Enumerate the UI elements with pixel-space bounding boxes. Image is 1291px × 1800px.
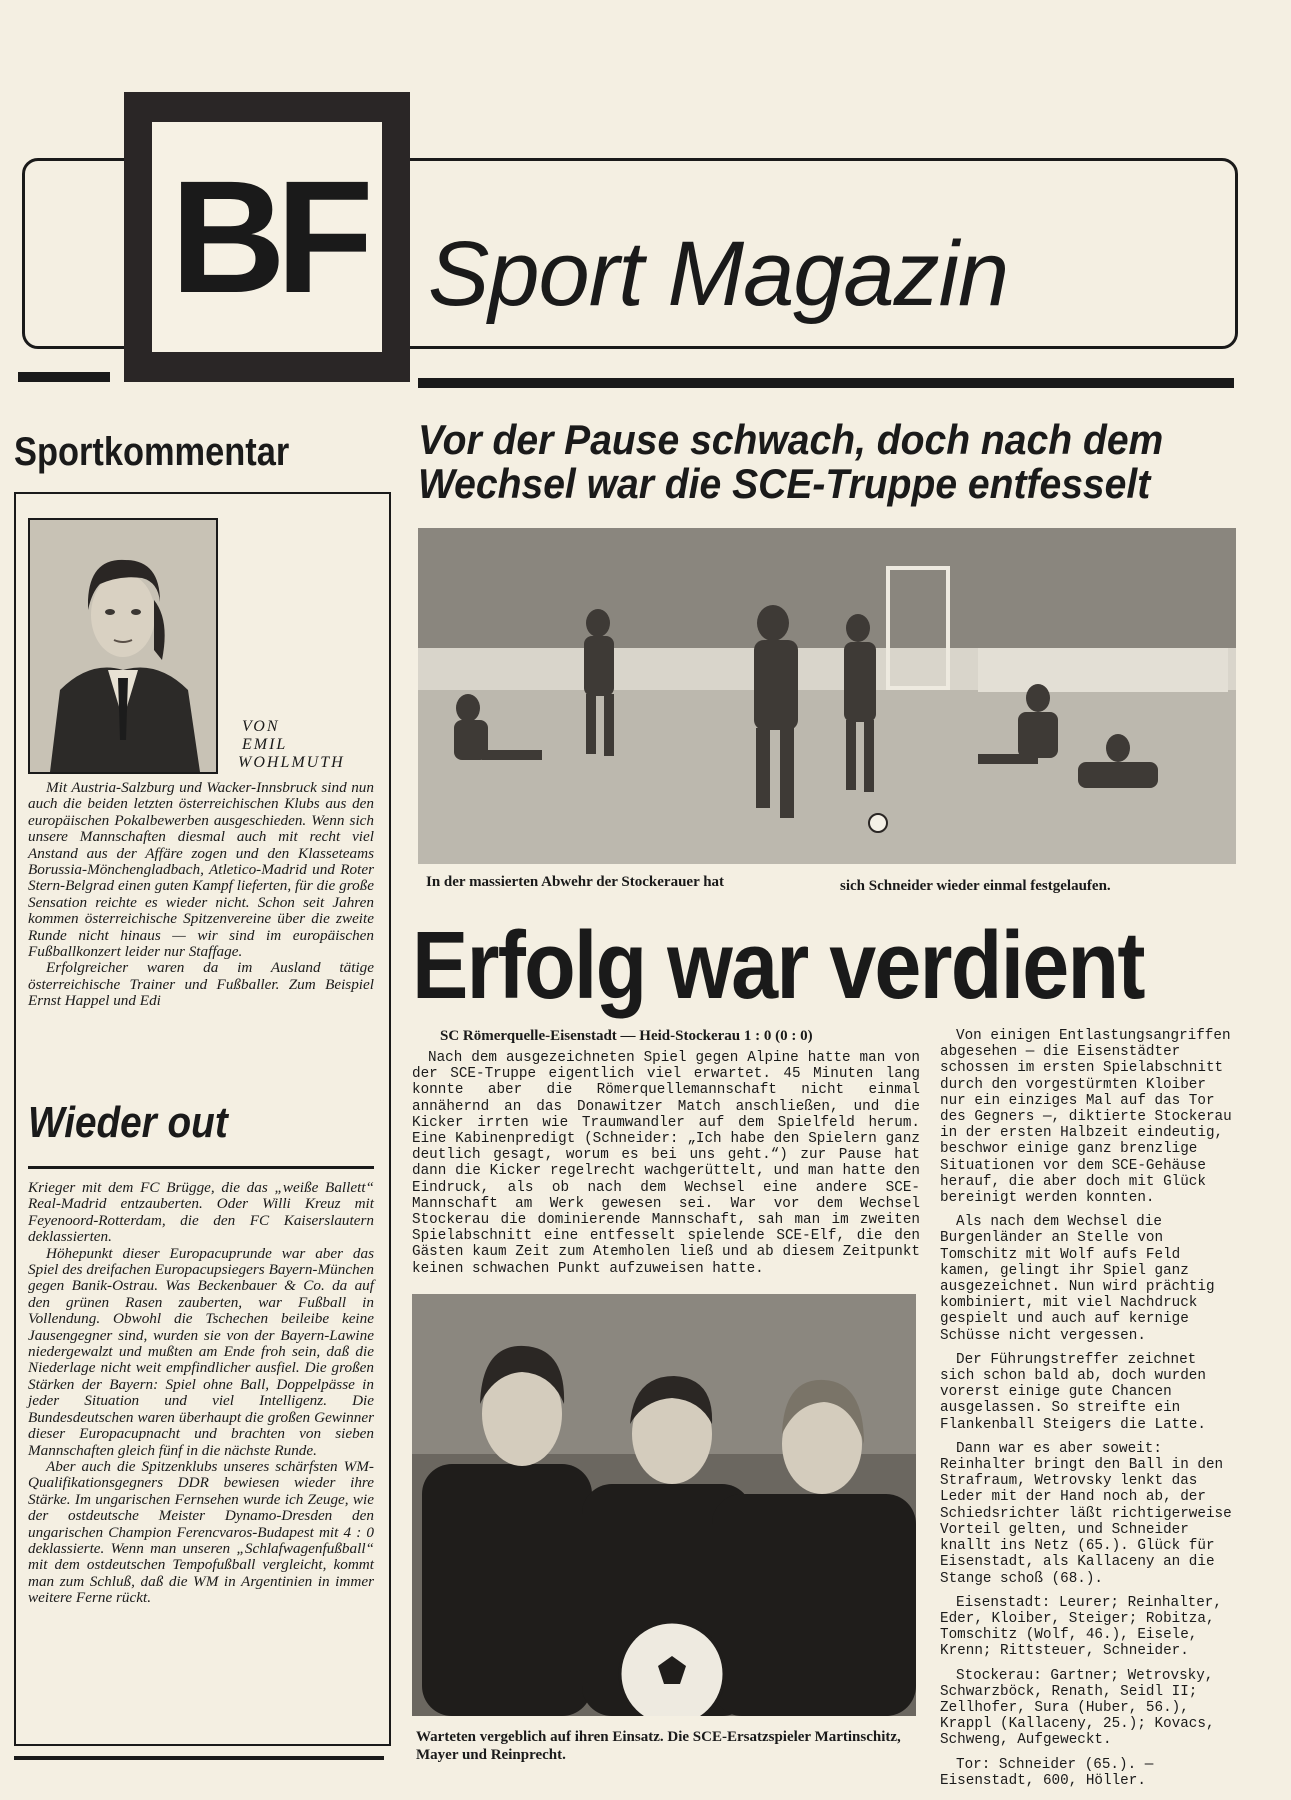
match-action-photo bbox=[418, 528, 1236, 864]
article-paragraph: Dann war es aber soweit: Reinhalter bringt den Ball in den Strafraum, Wetrovsky lenkt das Leder mit der Hand noch ab, der Schiedsrichter läßt richtigerweise Vorteil gelten, und Schneider knallt ins Netz (65.). Glück für Eisenstadt, als Kallaceny an die Stange schoß (68.). bbox=[940, 1440, 1232, 1587]
author-portrait bbox=[28, 518, 218, 774]
lineup-eisenstadt: Eisenstadt: Leurer; Reinhalter, Eder, Kloiber, Steiger; Robitza, Tomschitz (Wolf, 46.), Eisele, Krenn; Rittsteuer, Schneider. bbox=[940, 1594, 1222, 1660]
article-paragraph: Nach dem ausgezeichneten Spiel gegen Alpine hatte man von der SCE-Truppe eigentlich viel erwartet. 45 Minuten lang konnte aber die Römerquellemannschaft nicht einmal annähernd an das Donawitzer Match anschließen, und die Kicker irrten wie Traumwandler auf dem Spielfeld herum. Eine Kabinenpredigt (Schneider: „Ich habe den Spielern ganz deutlich gesagt, worum es bei uns geht.“) zur Pause hat dann die Kicker regelrecht wachgerüttelt, und man hatte den Eindruck, als ob nach dem Wechsel eine andere SCE-Mannschaft am Werk gewesen sei. War vor dem Wechsel Stockerau die dominierende Mannschaft, sah man im zweiten Spielabschnitt eine entfesselt spielende SCE-Elf, die den Gästen kaum Zeit zum Atemholen ließ und ab diesem Zeitpunkt keinen schwachen Punkt aufzuweisen hatte. bbox=[412, 1050, 920, 1277]
section-title-sportkommentar: Sportkommentar bbox=[14, 430, 290, 474]
commentary-paragraph: Höhepunkt dieser Europacuprunde war aber das Spiel des dreifachen Europacupsiegers Bayern-München gegen Banik-Ostrau. Was Beckenbauer & Co. da auf den grünen Rasen zauberten, war Fußball in Vollendung. Obwohl die Tschechen beileibe keine Jausengegner sind, wurden sie von der Bayern-Lawine niedergewalzt und mußten am Ende froh sein, daß die Niederlage nicht weit empfindlicher ausfiel. Die großen Stärken der Bayern: Spiel ohne Ball, Doppelpässe in jeder Situation und viel Intelligenz. Die Bundesdeutschen waren überhaupt die großen Gewinner dieser Europacupnacht und brachten von sieben Mannschaften gleich fünf in die nächste Runde. bbox=[28, 1244, 374, 1459]
masthead-rule-left bbox=[18, 372, 110, 382]
commentary-paragraph: Krieger mit dem FC Brügge, die das „weiße Ballett“ Real-Madrid entzauberten. Oder Willi Kreuz mit Feyenoord-Rotterdam, die den FC Kaiserslautern deklassierten. bbox=[28, 1179, 374, 1246]
article-paragraph: Der Führungstreffer zeichnet sich schon bald ab, doch wurden vorerst einige gute Chancen ausgelassen. So streifte ein Flankenball Steigers die Latte. bbox=[940, 1351, 1206, 1433]
goal-summary: Tor: Schneider (65.). — Eisenstadt, 600, Höller. bbox=[940, 1756, 1154, 1789]
match-scene bbox=[418, 528, 1236, 864]
lineup-stockerau: Stockerau: Gartner; Wetrovsky, Schwarzböck, Renath, Seidl II; Zellhofer, Sura (Huber, 56.), Krappl (Kallaceny, 25.); Kovacs, Schweng, Aufgeweckt. bbox=[940, 1667, 1215, 1749]
author-byline bbox=[238, 718, 345, 772]
commentary-paragraph: Aber auch die Spitzenklubs unseres schärfsten WM-Qualifikationsgegners DDR bewiesen wieder ihre Stärke. Im ungarischen Fernsehen wurde ich Zeuge, wie der ostdeutsche Meister Dynamo-Dresden den ungarischen Champion Ferencvaros-Budapest mit 4 : 0 deklassierte. Wenn man unseren „Schlafwagenfußball“ mit dem ostdeutschen Tempofußball vergleicht, kommt man zum Schluß, daß die WM in Argentinien in immer weitere Ferne rückt. bbox=[28, 1457, 374, 1607]
lineups bbox=[940, 1595, 1236, 1789]
byline-von: VON bbox=[242, 718, 280, 735]
footer-rule-left bbox=[14, 1756, 384, 1760]
commentary-paragraph: Erfolgreicher waren da im Ausland tätige österreichische Trainer und Fußballer. Zum Beispiel Ernst Happel und Edi bbox=[28, 959, 374, 1010]
headline-line-1: Vor der Pause schwach, doch nach dem bbox=[418, 416, 1164, 463]
subhead-rule bbox=[28, 1166, 374, 1169]
byline-last-name: WOHLMUTH bbox=[238, 754, 345, 771]
match-result-line: SC Römerquelle-Eisenstadt — Heid-Stockerau 1 : 0 (0 : 0) bbox=[440, 1028, 813, 1044]
commentary-paragraph: Mit Austria-Salzburg und Wacker-Innsbruck sind nun auch die beiden letzten österreichischen Klubs aus den europäischen Pokalbewerben ausgeschieden. Wenn sich unsere Mannschaften diesmal auch mit recht viel Anstand aus der Affäre zogen und den Klasseteams Borussia-Mönchengladbach, Atletico-Madrid und Roter Stern-Belgrad einen guten Kampf lieferten, für die große Sensation reichte es wieder nicht. Schon seit Jahren kommen österreichische Spitzenvereine über die zweite Runde nicht hinaus — wir sind im europäischen Fußballkonzert leider nur Staffage. bbox=[28, 779, 374, 961]
magazine-title: Sport Magazin bbox=[428, 223, 1009, 325]
byline-first-name: EMIL bbox=[242, 736, 288, 753]
photo2-caption: Warteten vergeblich auf ihren Einsatz. Die SCE-Ersatzspieler Martinschitz, Mayer und Reinprecht. bbox=[416, 1729, 901, 1763]
substitutes-scene bbox=[412, 1294, 916, 1716]
substitutes-photo bbox=[412, 1294, 916, 1716]
photo1-caption-right: sich Schneider wieder einmal festgelaufen. bbox=[840, 878, 1111, 894]
subhead-wieder-out: Wieder out bbox=[28, 1098, 228, 1147]
article-column-1 bbox=[412, 1050, 920, 1285]
article-paragraph: Von einigen Entlastungsangriffen abgesehen — die Eisenstädter schossen im ersten Spielabschnitt durch den vorgestürmten Kloiber nur ein einziges Mal auf das Tor des Gegners —, diktierte Stockerau in der ersten Halbzeit eindeutig, beschwor einige ganz brenzlige Situationen vor dem SCE-Gehäuse herauf, die aber doch mit Glück bereinigt werden konnten. bbox=[940, 1028, 1232, 1207]
photo1-caption-left: In der massierten Abwehr der Stockerauer hat bbox=[426, 874, 725, 890]
commentary-intro bbox=[28, 780, 374, 1010]
article-column-2 bbox=[940, 1028, 1236, 1797]
commentary-body bbox=[28, 1180, 374, 1607]
headline-line-2: Wechsel war die SCE-Truppe entfesselt bbox=[418, 460, 1151, 507]
portrait-figure bbox=[30, 520, 216, 772]
article-title: Erfolg war verdient bbox=[412, 912, 1144, 1019]
masthead-rule-right bbox=[418, 378, 1234, 388]
report-headline bbox=[418, 418, 1190, 506]
article-paragraph: Als nach dem Wechsel die Burgenländer an Stelle von Tomschitz mit Wolf aufs Feld kamen, gelingt ihr Spiel ganz ausgezeichnet. Nun wird prächtig kombiniert, mit viel Nachdruck gespielt und auch auf kernige Schüsse nicht vergessen. bbox=[940, 1214, 1215, 1344]
bf-logo: BF bbox=[170, 147, 364, 326]
